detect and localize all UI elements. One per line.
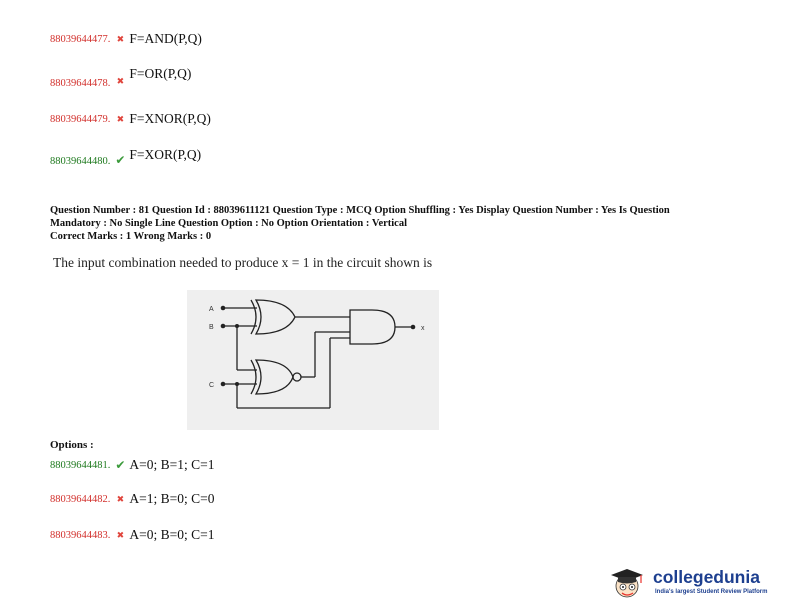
label-c: C: [209, 382, 215, 389]
collegedunia-logo: [605, 566, 790, 602]
options-heading: Options :: [50, 439, 94, 451]
xor-gate-1: [256, 300, 295, 334]
option-id: 88039644478.: [50, 77, 111, 89]
graduate-mascot-icon: [605, 566, 651, 602]
check-icon: ✔: [115, 457, 126, 472]
label-b: B: [209, 324, 214, 331]
option-1[interactable]: [50, 457, 214, 473]
label-a: A: [209, 306, 214, 313]
question-meta-line: Mandatory : No Single Line Question Option : No Option Orientation : Vertical: [50, 218, 408, 229]
option-text: F=OR(P,Q): [129, 66, 192, 81]
label-x: x: [421, 325, 425, 332]
cross-icon: ✖: [116, 33, 125, 44]
option-id: 88039644479.: [50, 113, 111, 125]
xnor-bubble: [293, 373, 301, 381]
option-id: 88039644481.: [50, 459, 111, 471]
prev-option-4: [50, 147, 202, 167]
option-id: 88039644482.: [50, 493, 111, 505]
prev-option-2: [50, 66, 192, 89]
marks-line: Correct Marks : 1 Wrong Marks : 0: [50, 231, 212, 242]
option-text: F=XOR(P,Q): [129, 147, 202, 162]
and-gate: [350, 310, 395, 344]
option-text: F=AND(P,Q): [129, 31, 202, 46]
circuit-diagram: [187, 290, 439, 430]
option-2[interactable]: [50, 491, 214, 507]
xnor-gate: [256, 360, 293, 394]
cross-icon: ✖: [116, 75, 125, 86]
option-text: A=0; B=0; C=1: [129, 527, 215, 542]
option-text: F=XNOR(P,Q): [129, 111, 211, 126]
node-a: [221, 306, 226, 311]
xnor-gate-back: [251, 360, 256, 394]
question-meta: [50, 204, 750, 243]
node-x: [411, 325, 416, 330]
question-text: The input combination needed to produce x = 1 in the circuit shown is: [53, 255, 433, 270]
node-b: [221, 324, 226, 329]
option-3[interactable]: [50, 527, 214, 543]
cross-icon: ✖: [116, 493, 125, 504]
prev-option-3: [50, 111, 211, 127]
logo-wordmark: collegedunia: [653, 567, 760, 587]
node-c: [221, 382, 226, 387]
question-meta-line: Question Number : 81 Question Id : 88039611121 Question Type : MCQ Option Shuffling : Yes Display Question Number : Yes Is Question: [50, 205, 670, 216]
option-id: 88039644483.: [50, 529, 111, 541]
option-id: 88039644477.: [50, 33, 111, 45]
logo-tagline: India's largest Student Review Platform: [655, 589, 768, 595]
junction-c: [235, 382, 239, 386]
option-text: A=1; B=0; C=0: [129, 491, 215, 506]
check-icon: ✔: [115, 152, 126, 167]
xor-gate-1-back: [251, 300, 256, 334]
prev-option-1: [50, 31, 202, 47]
junction-b: [235, 324, 239, 328]
circuit-svg: [187, 290, 439, 430]
cross-icon: ✖: [116, 529, 125, 540]
option-text: A=0; B=1; C=1: [129, 457, 215, 472]
cross-icon: ✖: [116, 113, 125, 124]
option-id: 88039644480.: [50, 155, 111, 167]
